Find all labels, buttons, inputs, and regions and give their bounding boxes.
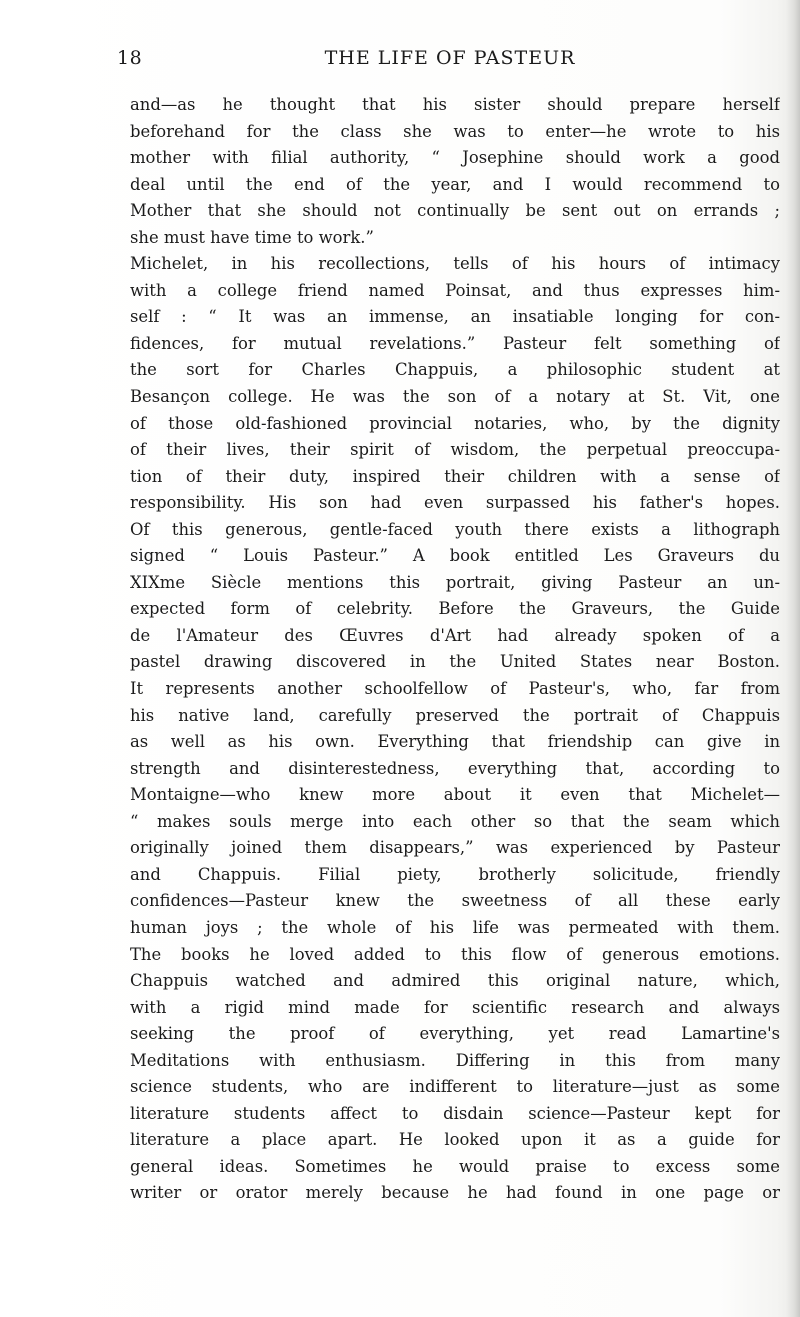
text-line: Besançon college. He was the son of a notary at St. Vit, one [130,387,780,407]
text-line: literature a place apart. He looked upon it as a guide for [130,1130,780,1150]
text-line: expected form of celebrity. Before the Graveurs, the Guide [130,599,780,619]
text-line: Montaigne—who knew more about it even that Michelet— [130,785,780,805]
text-line: tion of their duty, inspired their children with a sense of [130,466,780,486]
text-line: strength and disinterestedness, everything that, according to [130,758,780,778]
text-line: The books he loved added to this flow of generous emotions. [130,944,780,964]
text-line: de l'Amateur des Œuvres d'Art had already spoken of a [130,625,780,645]
page-edge-shadow [786,0,800,1317]
text-line: Michelet, in his recollections, tells of his hours of intimacy [130,254,780,274]
text-line: deal until the end of the year, and I would recommend to [130,174,780,194]
text-line: with a rigid mind made for scientific research and always [130,997,780,1017]
page-number: 18 [117,47,143,69]
text-line: seeking the proof of everything, yet read Lamartine's [130,1024,780,1044]
text-line: Chappuis watched and admired this original nature, which, [130,971,780,991]
text-line: XIXme Siècle mentions this portrait, giving Pasteur an un- [130,572,780,592]
text-line: Mother that she should not continually be sent out on errands ; [130,201,780,221]
text-line: writer or orator merely because he had found in one page or [130,1183,780,1203]
text-line: It represents another schoolfellow of Pasteur's, who, far from [130,679,780,699]
running-head: THE LIFE OF PASTEUR [324,47,576,69]
text-line: Meditations with enthusiasm. Differing in this from many [130,1050,780,1070]
text-line: the sort for Charles Chappuis, a philosophic student at [130,360,780,380]
body-text [130,92,780,1207]
text-line: human joys ; the whole of his life was permeated with them. [130,917,780,937]
text-line: she must have time to work.” [130,227,374,247]
text-line: signed “ Louis Pasteur.” A book entitled Les Graveurs du [130,546,780,566]
text-line: with a college friend named Poinsat, and thus expresses him- [130,280,780,300]
text-line: literature students affect to disdain science—Pasteur kept for [130,1103,780,1123]
text-line: of their lives, their spirit of wisdom, the perpetual preoccupa- [130,440,780,460]
text-line: pastel drawing discovered in the United States near Boston. [130,652,780,672]
text-line: his native land, carefully preserved the portrait of Chappuis [130,705,780,725]
page-header [117,47,783,77]
text-line: science students, who are indifferent to literature—just as some [130,1077,780,1097]
text-line: originally joined them disappears,” was experienced by Pasteur [130,838,780,858]
text-line: “ makes souls merge into each other so that the seam which [130,811,780,831]
text-line: fidences, for mutual revelations.” Pasteur felt something of [130,333,780,353]
text-line: self : “ It was an immense, an insatiable longing for con- [130,307,780,327]
text-line: of those old-fashioned provincial notaries, who, by the dignity [130,413,780,433]
text-line: and Chappuis. Filial piety, brotherly solicitude, friendly [130,864,780,884]
text-line: as well as his own. Everything that friendship can give in [130,732,780,752]
text-line: beforehand for the class she was to enter—he wrote to his [130,121,780,141]
text-line: responsibility. His son had even surpassed his father's hopes. [130,493,780,513]
text-line: Of this generous, gentle-faced youth there exists a lithograph [130,519,780,539]
text-line: and—as he thought that his sister should prepare herself [130,95,780,114]
text-line: mother with filial authority, “ Josephine should work a good [130,148,780,168]
text-line: confidences—Pasteur knew the sweetness of all these early [130,891,780,911]
text-line: general ideas. Sometimes he would praise to excess some [130,1156,780,1176]
